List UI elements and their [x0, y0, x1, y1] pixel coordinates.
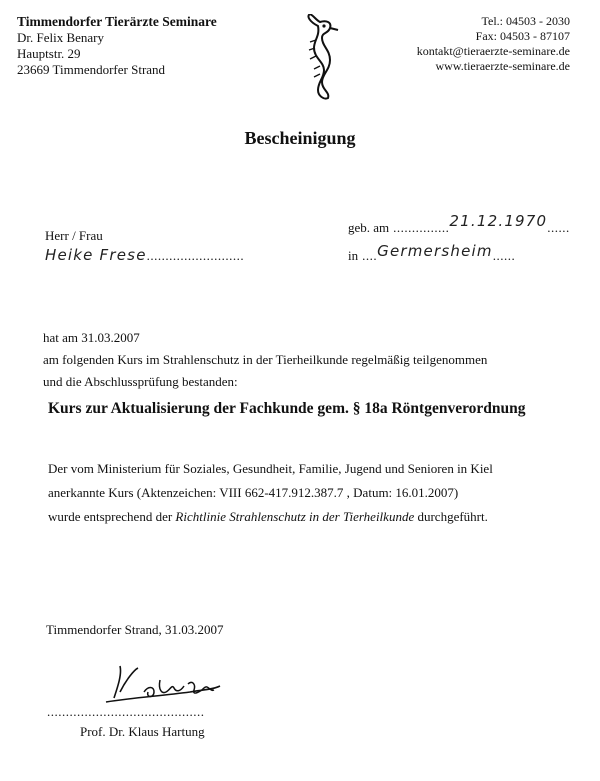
- page-title: Bescheinigung: [244, 128, 356, 148]
- contact-block: [417, 14, 570, 74]
- place-value: Germersheim: [377, 242, 493, 260]
- course-title: Kurs zur Aktualisierung der Fachkunde gem. § 18a Röntgenverordnung: [48, 400, 526, 417]
- email: kontakt@tieraerzte-seminare.de: [416, 44, 570, 58]
- sender-street: Hauptstr. 29: [17, 46, 81, 61]
- name-dots: ..........................: [146, 248, 245, 263]
- fax: Fax: 04503 - 87107: [475, 29, 570, 43]
- organization-name: Timmendorfer Tierärzte Seminare: [17, 14, 217, 29]
- name-value: Heike Frese: [45, 246, 147, 264]
- seahorse-icon: [300, 14, 342, 100]
- body-intro: [43, 327, 487, 393]
- sender-name: Dr. Felix Benary: [17, 30, 105, 45]
- para-line-1: Der vom Ministerium für Soziales, Gesundheit, Familie, Jugend und Senioren in Kiel: [48, 461, 493, 476]
- website: www.tieraerzte-seminare.de: [435, 59, 570, 73]
- signatory-name: Prof. Dr. Klaus Hartung: [80, 724, 205, 739]
- sender-block: [17, 14, 217, 78]
- para-line-2: anerkannte Kurs (Aktenzeichen: VIII 662-417.912.387.7 , Datum: 16.01.2007): [48, 485, 459, 500]
- place-dots-lead: ....: [362, 248, 378, 263]
- place-date: Timmendorfer Strand, 31.03.2007: [46, 622, 224, 637]
- body-line-course: am folgenden Kurs im Strahlenschutz in der Tierheilkunde regelmäßig teilgenommen: [43, 352, 488, 367]
- accreditation-paragraph: [48, 457, 493, 529]
- body-line-date: hat am 31.03.2007: [43, 330, 140, 345]
- birth-dots-tail: ......: [547, 220, 570, 235]
- guideline-name: Richtlinie Strahlenschutz in der Tierheilkunde: [175, 509, 415, 524]
- place-label: in: [348, 248, 359, 263]
- para-line-3-pre: wurde entsprechend der: [48, 509, 176, 524]
- birth-field: [348, 212, 570, 237]
- name-field: [45, 246, 244, 265]
- salutation-label: Herr / Frau: [45, 228, 103, 243]
- birth-value: 21.12.1970: [449, 212, 548, 230]
- signature-line: ..........................................: [47, 704, 205, 719]
- body-line-exam: und die Abschlussprüfung bestanden:: [43, 374, 238, 389]
- para-line-3: [48, 505, 493, 529]
- birthplace-field: [348, 242, 516, 265]
- sender-city: 23669 Timmendorfer Strand: [17, 62, 166, 77]
- birth-dots-lead: ...............: [393, 220, 450, 235]
- para-line-3-post: durchgeführt.: [414, 509, 488, 524]
- birth-label: geb. am: [348, 220, 390, 235]
- place-dots-tail: ......: [492, 248, 516, 263]
- phone: Tel.: 04503 - 2030: [481, 14, 570, 28]
